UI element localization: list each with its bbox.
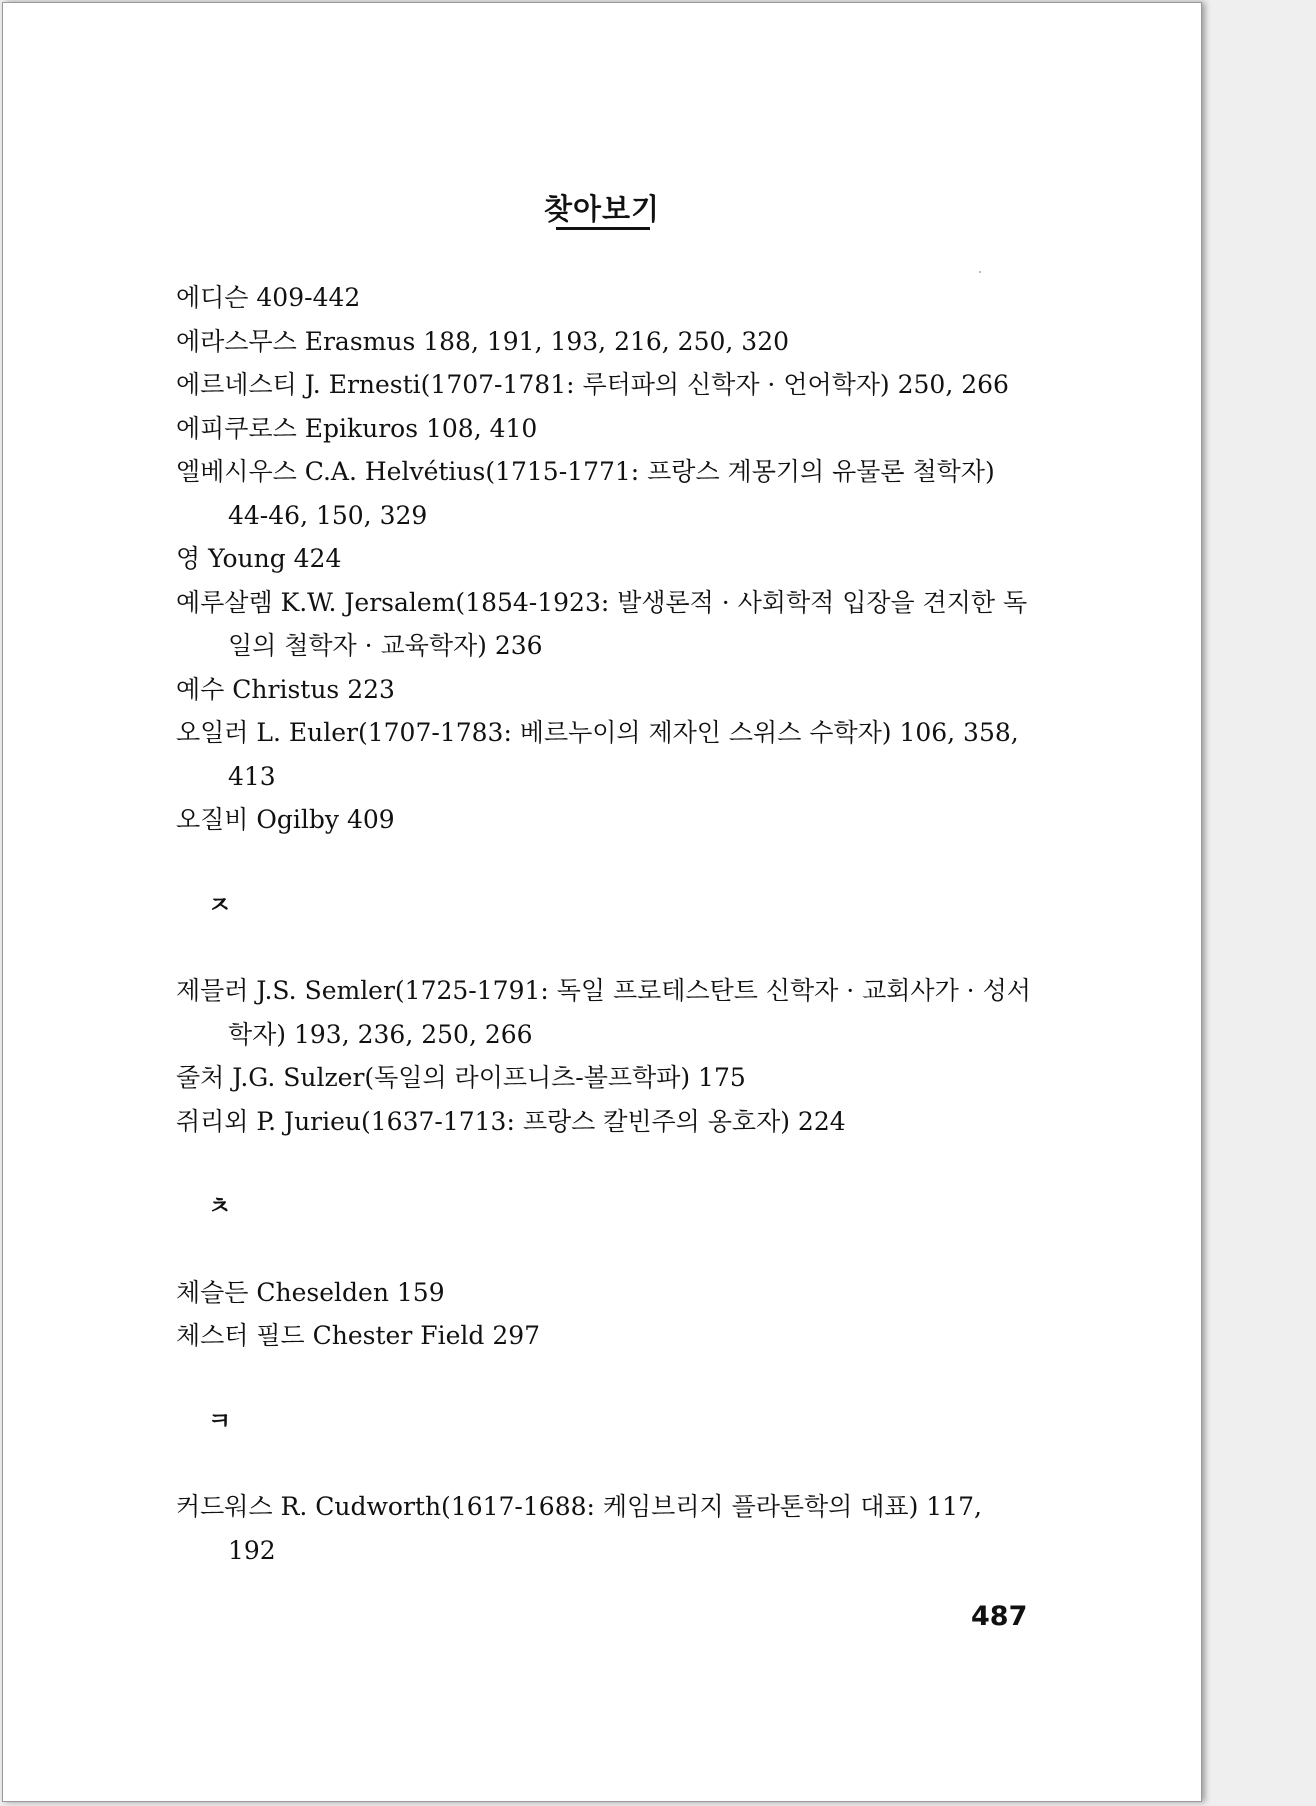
index-entry	[176, 1314, 1036, 1358]
entry-detail: Ogilby 409	[256, 805, 395, 834]
index-entry	[176, 320, 1036, 364]
entry-detail: Christus 223	[232, 674, 395, 704]
scan-speck	[979, 271, 981, 273]
index-entry	[176, 798, 1036, 842]
entry-detail: J.G. Sulzer(독일의 라이프니츠-볼프학파) 175	[232, 1063, 746, 1092]
entry-korean-name: 에르네스티	[176, 370, 297, 399]
entry-detail: K.W. Jersalem(1854-1923: 발생론적 · 사회학적 입장을 견지한 독일의 철학자 · 교육학자) 236	[228, 587, 1028, 660]
index-entries	[176, 276, 1036, 1572]
entry-detail: J. Ernesti(1707-1781: 루터파의 신학자 · 언어학자) 250, 266	[304, 370, 1009, 399]
index-entry	[176, 1271, 1036, 1315]
entry-korean-name: 영	[176, 544, 201, 573]
section-heading-j: ㅈ	[208, 890, 232, 919]
index-page	[2, 2, 1202, 1802]
entry-detail: Young 424	[208, 544, 342, 573]
index-entry	[176, 276, 1036, 320]
entry-korean-name: 예수	[176, 674, 225, 704]
entry-korean-name: 오일러	[176, 718, 249, 747]
index-entry	[176, 537, 1036, 581]
index-entry	[176, 450, 1036, 537]
page-title: 찾아보기	[543, 192, 661, 226]
entry-detail: L. Euler(1707-1783: 베르누이의 제자인 스위스 수학자) 106, 358, 413	[228, 718, 1019, 791]
entry-korean-name: 에피쿠로스	[176, 413, 297, 443]
entry-detail: Erasmus 188, 191, 193, 216, 250, 320	[304, 326, 790, 356]
entry-korean-name: 오질비	[176, 805, 249, 834]
entry-korean-name: 에디슨	[176, 283, 249, 312]
index-entry	[176, 1485, 1036, 1572]
entry-detail: 409-442	[256, 283, 361, 312]
entry-korean-name: 체스터 필드	[176, 1321, 305, 1350]
index-entry	[176, 711, 1036, 798]
index-entry	[176, 969, 1036, 1056]
entry-detail: Chester Field 297	[312, 1321, 541, 1350]
entry-detail: C.A. Helvétius(1715-1771: 프랑스 계몽기의 유물론 철학자) 44-46, 150, 329	[228, 457, 995, 530]
entry-korean-name: 제믈러	[176, 976, 249, 1005]
entry-detail: P. Jurieu(1637-1713: 프랑스 칼빈주의 옹호자) 224	[256, 1106, 846, 1136]
entry-detail: R. Cudworth(1617-1688: 케임브리지 플라톤학의 대표) 117, 192	[228, 1492, 982, 1565]
entry-korean-name: 체슬든	[176, 1277, 249, 1307]
page-number: 487	[971, 1601, 1028, 1632]
index-entry	[176, 1056, 1036, 1100]
index-entry	[176, 407, 1036, 451]
entry-detail: J.S. Semler(1725-1791: 독일 프로테스탄트 신학자 · 교회사가 · 성서학자) 193, 236, 250, 266	[228, 976, 1031, 1049]
index-entry	[176, 581, 1036, 668]
entry-korean-name: 예루살렘	[176, 587, 273, 617]
index-entry	[176, 1100, 1036, 1144]
section-heading-k: ㅋ	[208, 1406, 232, 1435]
entry-detail: Cheselden 159	[256, 1277, 445, 1307]
title-underline	[556, 227, 650, 230]
entry-korean-name: 에라스무스	[176, 326, 297, 356]
section-heading-ch: ㅊ	[208, 1192, 232, 1220]
entry-korean-name: 커드워스	[176, 1492, 273, 1521]
entry-korean-name: 엘베시우스	[176, 457, 297, 486]
entry-korean-name: 줄처	[176, 1063, 225, 1092]
index-entry	[176, 668, 1036, 712]
index-entry	[176, 363, 1036, 407]
entry-detail: Epikuros 108, 410	[304, 413, 538, 443]
entry-korean-name: 쥐리외	[176, 1106, 249, 1136]
